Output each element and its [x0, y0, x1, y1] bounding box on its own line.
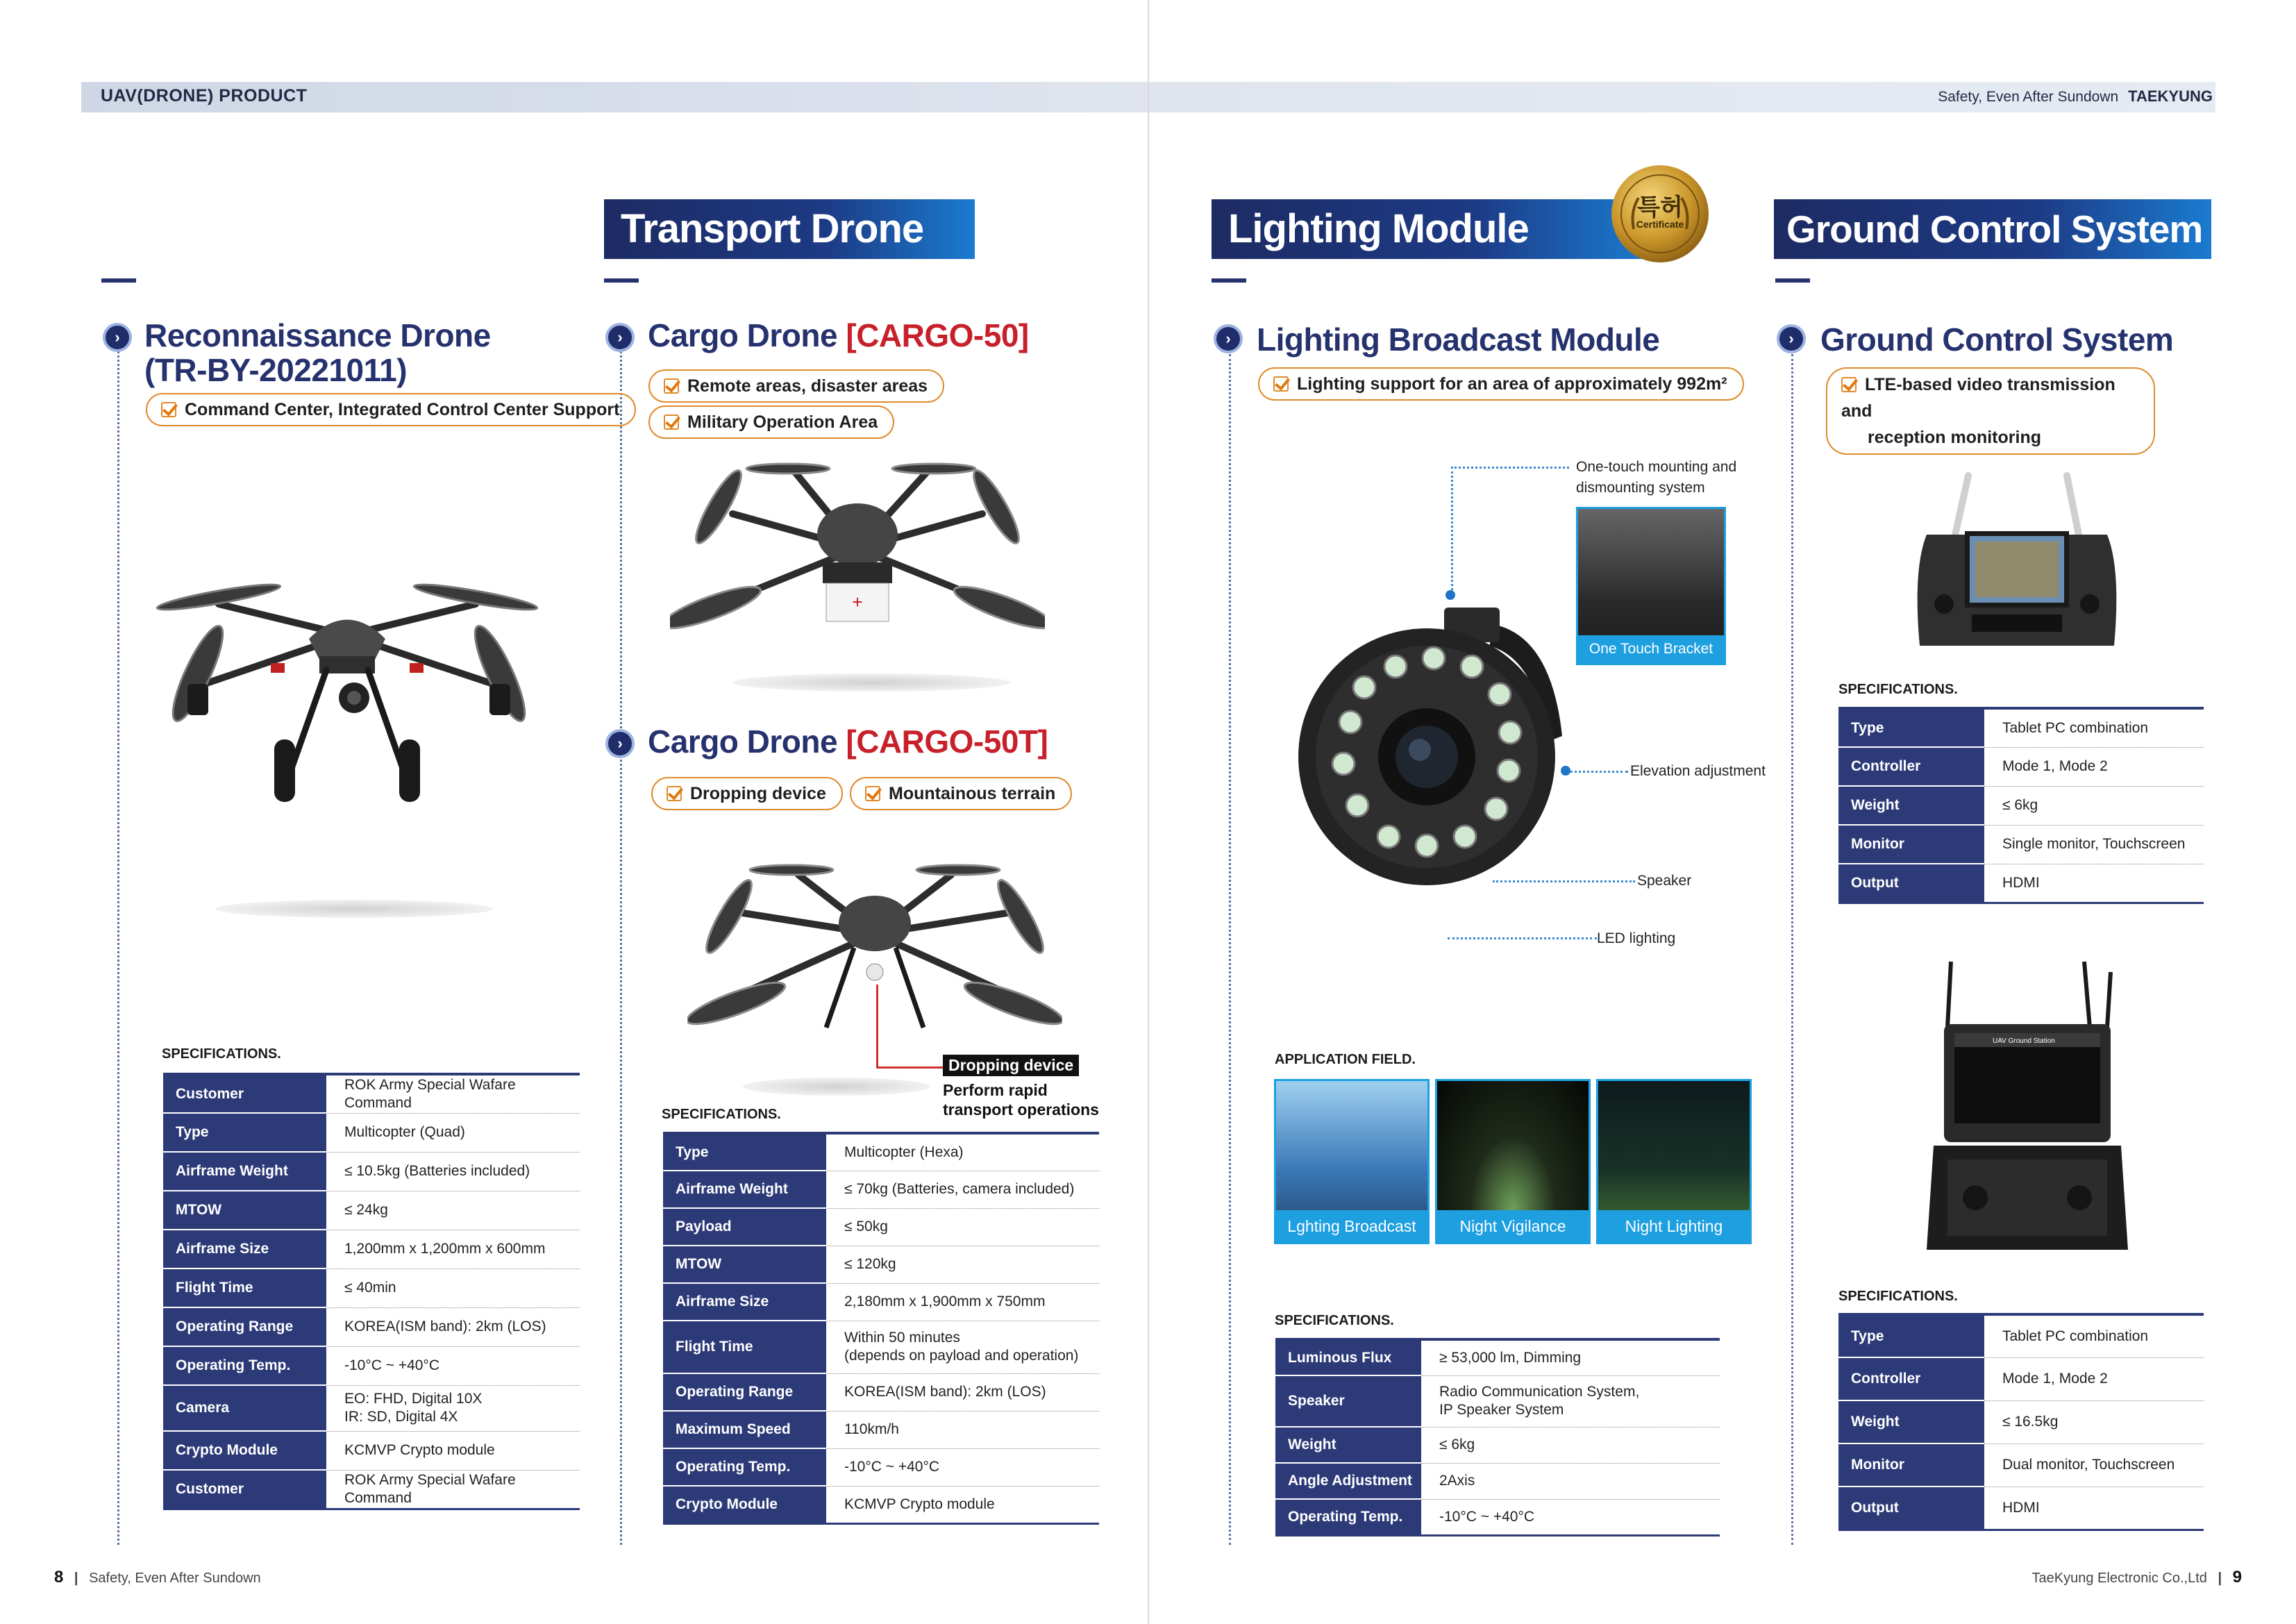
spec-value: Tablet PC combination	[1984, 1314, 2204, 1357]
spec-value: KCMVP Crypto module	[826, 1486, 1099, 1523]
gcs-feature-line2: reception monitoring	[1868, 428, 2041, 447]
lighting-title: Lighting Broadcast Module	[1257, 321, 1660, 358]
checkbox-icon	[1841, 377, 1857, 392]
callout-line	[1566, 771, 1628, 773]
spec-key: Operating Temp.	[1275, 1499, 1421, 1535]
guide-line	[117, 347, 119, 1545]
footer-left: 8 | Safety, Even After Sundown	[54, 1568, 261, 1587]
lighting-module-image	[1288, 597, 1579, 889]
spec-row	[163, 1230, 580, 1269]
callout-line	[1448, 937, 1597, 939]
callout-dot	[1561, 766, 1570, 776]
spec-row	[1838, 1357, 2204, 1400]
callout-line	[1451, 467, 1453, 595]
cargo50-pill-2-text: Military Operation Area	[687, 412, 878, 432]
spec-value: Mode 1, Mode 2	[1984, 747, 2204, 786]
spec-value: HDMI	[1984, 864, 2204, 903]
mount-callout: One-touch mounting and dismounting system	[1576, 459, 1737, 496]
cargo50t-title	[648, 724, 1048, 759]
spec-key: Operating Temp.	[663, 1448, 826, 1486]
spec-key: Airframe Size	[663, 1283, 826, 1321]
spec-row	[663, 1411, 1099, 1448]
spec-row	[663, 1208, 1099, 1246]
drone-shadow	[215, 900, 493, 918]
spec-key: Monitor	[1838, 1443, 1984, 1487]
spec-row	[1838, 708, 2204, 747]
spec-key: Airframe Weight	[163, 1152, 326, 1191]
cargo50-title-text: Cargo Drone	[648, 317, 846, 353]
chevron-right-icon: ›	[1777, 324, 1806, 353]
spec-value: Mode 1, Mode 2	[1984, 1357, 2204, 1400]
spec-row	[663, 1133, 1099, 1171]
led-callout: LED lighting	[1597, 930, 1676, 946]
station-screen-label: UAV Ground Station	[1993, 1037, 2055, 1045]
spec-row	[163, 1346, 580, 1385]
spec-row	[663, 1448, 1099, 1486]
recon-title-line2: (TR-BY-20221011)	[144, 352, 408, 388]
page-number-left: 8	[54, 1568, 64, 1587]
app-card-label: Lghting Broadcast	[1276, 1210, 1427, 1242]
spec-key: Camera	[163, 1385, 326, 1431]
spec-value: -10°C ~ +40°C	[326, 1346, 580, 1385]
cargo50t-title-text: Cargo Drone	[648, 723, 846, 760]
bracket-label: One Touch Bracket	[1578, 635, 1724, 663]
spec-row	[1838, 1443, 2204, 1487]
gcs-spec-heading-2: SPECIFICATIONS.	[1838, 1289, 1958, 1304]
svg-text:+: +	[852, 592, 863, 612]
spec-key: Speaker	[1275, 1375, 1421, 1427]
spec-key: Customer	[163, 1470, 326, 1509]
checkbox-icon	[664, 378, 679, 394]
guide-cap	[1212, 278, 1246, 283]
spec-value: 2,180mm x 1,900mm x 750mm	[826, 1283, 1099, 1321]
drone-shadow	[732, 673, 1010, 692]
spec-row	[663, 1486, 1099, 1523]
spec-row	[163, 1470, 580, 1509]
spec-row	[663, 1373, 1099, 1411]
cargo50-model: [CARGO-50]	[846, 317, 1029, 353]
app-card-night-lighting	[1596, 1079, 1752, 1244]
spec-row	[1275, 1375, 1720, 1427]
spec-key: Output	[1838, 1487, 1984, 1530]
one-touch-bracket-photo	[1576, 507, 1726, 665]
spec-key: Weight	[1275, 1427, 1421, 1463]
banner-lighting-module: Lighting Module	[1212, 199, 1649, 259]
guide-line	[1229, 354, 1231, 1545]
spec-row	[663, 1321, 1099, 1373]
recon-drone-image	[153, 559, 542, 812]
spec-row	[163, 1113, 580, 1152]
gcs-spec-table-1	[1838, 707, 2204, 904]
app-card-broadcast	[1274, 1079, 1430, 1244]
spec-value: ≤ 6kg	[1421, 1427, 1720, 1463]
checkbox-icon	[865, 786, 880, 801]
spec-row	[1838, 1487, 2204, 1530]
spec-value: ≤ 120kg	[826, 1246, 1099, 1283]
spec-key: Flight Time	[663, 1321, 826, 1373]
spec-row	[1838, 747, 2204, 786]
callout-line	[1493, 880, 1635, 882]
cargo50t-pill-2-text: Mountainous terrain	[889, 784, 1056, 803]
spec-row	[663, 1246, 1099, 1283]
checkbox-icon	[161, 402, 176, 417]
cargo50-pill-1-text: Remote areas, disaster areas	[687, 376, 928, 396]
banner-ground-control: Ground Control System	[1774, 199, 2211, 259]
spec-value: ≤ 24kg	[326, 1191, 580, 1230]
gcs-spec-table-2	[1838, 1313, 2204, 1531]
spec-value: Dual monitor, Touchscreen	[1984, 1443, 2204, 1487]
spec-row	[163, 1307, 580, 1346]
gcs-spec-heading-1: SPECIFICATIONS.	[1838, 682, 1958, 697]
spec-key: Type	[1838, 708, 1984, 747]
cargo-spec-heading: SPECIFICATIONS.	[662, 1107, 781, 1122]
spec-key: Controller	[1838, 1357, 1984, 1400]
spec-value: ≤ 40min	[326, 1269, 580, 1307]
spec-key: Weight	[1838, 786, 1984, 825]
spec-value: KOREA(ISM band): 2km (LOS)	[326, 1307, 580, 1346]
recon-spec-heading: SPECIFICATIONS.	[162, 1046, 281, 1062]
spec-row	[163, 1431, 580, 1470]
cargo50t-pill-2	[850, 777, 1072, 810]
spec-value: Tablet PC combination	[1984, 708, 2204, 747]
callout-line	[1451, 467, 1569, 469]
spec-row	[1275, 1499, 1720, 1535]
gcs-title: Ground Control System	[1820, 321, 2174, 358]
recon-feature-text: Command Center, Integrated Control Center Support	[185, 400, 620, 419]
banner-transport-drone: Transport Drone	[604, 199, 975, 259]
checkbox-icon	[667, 786, 682, 801]
spec-row	[163, 1385, 580, 1431]
spec-key: Maximum Speed	[663, 1411, 826, 1448]
chevron-right-icon: ›	[103, 323, 132, 352]
spec-value: 110km/h	[826, 1411, 1099, 1448]
spec-key: Angle Adjustment	[1275, 1463, 1421, 1499]
spec-value: Within 50 minutes (depends on payload and operation)	[826, 1321, 1099, 1373]
lighting-feature-pill	[1258, 367, 1744, 401]
gcs-feature-pill	[1826, 367, 2155, 455]
spec-value: ≤ 6kg	[1984, 786, 2204, 825]
guide-cap	[101, 278, 136, 283]
cargo50t-pill-1-text: Dropping device	[690, 784, 826, 803]
guide-cap	[1775, 278, 1810, 283]
spec-row	[1838, 825, 2204, 864]
spec-key: Controller	[1838, 747, 1984, 786]
page-number-right: 9	[2232, 1568, 2242, 1587]
guide-cap	[604, 278, 639, 283]
spec-key: Type	[663, 1133, 826, 1171]
spec-row	[663, 1283, 1099, 1321]
app-card-vigilance	[1435, 1079, 1591, 1244]
cargo50-title	[648, 318, 1029, 353]
spec-key: Luminous Flux	[1275, 1339, 1421, 1375]
spec-key: MTOW	[163, 1191, 326, 1230]
certificate-medal	[1609, 163, 1711, 265]
gcs-station-image	[1923, 958, 2131, 1257]
spec-key: MTOW	[663, 1246, 826, 1283]
header-tagline: Safety, Even After Sundown	[1938, 89, 2119, 105]
certificate-korean: 특허	[1637, 194, 1683, 221]
spec-value: 1,200mm x 1,200mm x 600mm	[326, 1230, 580, 1269]
spec-key: Operating Range	[163, 1307, 326, 1346]
spec-value: ≥ 53,000 lm, Dimming	[1421, 1339, 1720, 1375]
spec-key: Customer	[163, 1074, 326, 1113]
guide-line	[1791, 354, 1793, 1545]
app-field-heading: APPLICATION FIELD.	[1275, 1052, 1416, 1067]
spec-key: Type	[163, 1113, 326, 1152]
cargo50t-model: [CARGO-50T]	[846, 723, 1048, 760]
drone-shadow	[743, 1078, 930, 1096]
spec-row	[163, 1269, 580, 1307]
lighting-spec-heading: SPECIFICATIONS.	[1275, 1313, 1394, 1328]
spec-value: EO: FHD, Digital 10X IR: SD, Digital 4X	[326, 1385, 580, 1431]
certificate-english: Certificate	[1636, 219, 1684, 230]
spec-key: Operating Range	[663, 1373, 826, 1411]
dropping-device-label: Dropping device	[943, 1055, 1079, 1076]
spec-row	[1275, 1427, 1720, 1463]
checkbox-icon	[1273, 376, 1289, 392]
chevron-right-icon: ›	[1214, 324, 1243, 353]
cargo50-drone-image	[670, 458, 1045, 667]
spec-value: 2Axis	[1421, 1463, 1720, 1499]
spec-value: -10°C ~ +40°C	[1421, 1499, 1720, 1535]
footer-company: TaeKyung Electronic Co.,Ltd	[2031, 1571, 2207, 1586]
gcs-controller-image	[1913, 472, 2121, 660]
spec-key: Output	[1838, 864, 1984, 903]
lighting-feature-text: Lighting support for an area of approximately 992m²	[1297, 374, 1727, 394]
spec-key: Crypto Module	[163, 1431, 326, 1470]
app-card-label: Night Lighting	[1598, 1210, 1750, 1242]
cargo50t-drone-image	[687, 857, 1062, 1066]
footer-tagline: Safety, Even After Sundown	[89, 1571, 261, 1586]
spec-value: KCMVP Crypto module	[326, 1431, 580, 1470]
callout-line	[876, 1066, 946, 1069]
cargo50-pill-2	[648, 405, 894, 439]
spec-row	[1838, 1314, 2204, 1357]
recon-title	[144, 318, 491, 387]
spec-row	[1275, 1339, 1720, 1375]
spec-row	[163, 1074, 580, 1113]
cargo-spec-table	[663, 1132, 1099, 1525]
spec-key: Flight Time	[163, 1269, 326, 1307]
spec-key: Crypto Module	[663, 1486, 826, 1523]
footer-right: TaeKyung Electronic Co.,Ltd | 9	[2031, 1568, 2242, 1587]
gcs-feature-line1: LTE-based video transmission and	[1841, 375, 2115, 421]
spec-value: KOREA(ISM band): 2km (LOS)	[826, 1373, 1099, 1411]
lighting-spec-table	[1275, 1338, 1720, 1537]
spec-value: ROK Army Special Wafare Command	[326, 1470, 580, 1509]
cargo50t-pill-1	[651, 777, 843, 810]
header-brand: TAEKYUNG	[2128, 87, 2213, 105]
spec-value: ≤ 16.5kg	[1984, 1400, 2204, 1443]
app-card-label: Night Vigilance	[1437, 1210, 1589, 1242]
recon-spec-table	[163, 1073, 580, 1510]
spec-key: Airframe Size	[163, 1230, 326, 1269]
spec-row	[163, 1152, 580, 1191]
elevation-callout: Elevation adjustment	[1630, 763, 1766, 779]
spec-key: Airframe Weight	[663, 1171, 826, 1208]
spec-row	[663, 1171, 1099, 1208]
spec-value: ≤ 10.5kg (Batteries included)	[326, 1152, 580, 1191]
callout-line	[876, 985, 878, 1068]
recon-title-line1: Reconnaissance Drone	[144, 317, 491, 353]
chevron-right-icon: ›	[605, 323, 635, 352]
spec-row	[1838, 864, 2204, 903]
page-spine	[1148, 0, 1149, 1624]
spec-key: Weight	[1838, 1400, 1984, 1443]
callout-dot	[1446, 590, 1455, 600]
cargo50-pill-1	[648, 369, 944, 403]
recon-feature-pill	[146, 393, 636, 426]
speaker-callout: Speaker	[1637, 873, 1692, 889]
spec-value: Multicopter (Hexa)	[826, 1133, 1099, 1171]
spec-value: ROK Army Special Wafare Command	[326, 1074, 580, 1113]
spec-key: Payload	[663, 1208, 826, 1246]
spec-key: Monitor	[1838, 825, 1984, 864]
spec-value: ≤ 50kg	[826, 1208, 1099, 1246]
spec-row	[1838, 1400, 2204, 1443]
spec-value: ≤ 70kg (Batteries, camera included)	[826, 1171, 1099, 1208]
spec-key: Operating Temp.	[163, 1346, 326, 1385]
header-brand-block	[1938, 87, 2213, 106]
guide-line	[620, 347, 622, 1545]
checkbox-icon	[664, 415, 679, 430]
chevron-right-icon: ›	[605, 729, 635, 758]
dropping-device-desc: Perform rapid transport operations	[943, 1081, 1099, 1119]
spec-key: Type	[1838, 1314, 1984, 1357]
header-category: UAV(DRONE) PRODUCT	[101, 86, 308, 106]
spec-row	[163, 1191, 580, 1230]
spec-value: Single monitor, Touchscreen	[1984, 825, 2204, 864]
spec-value: HDMI	[1984, 1487, 2204, 1530]
spec-row	[1838, 786, 2204, 825]
spec-value: Multicopter (Quad)	[326, 1113, 580, 1152]
spec-value: -10°C ~ +40°C	[826, 1448, 1099, 1486]
spec-row	[1275, 1463, 1720, 1499]
spec-value: Radio Communication System, IP Speaker System	[1421, 1375, 1720, 1427]
